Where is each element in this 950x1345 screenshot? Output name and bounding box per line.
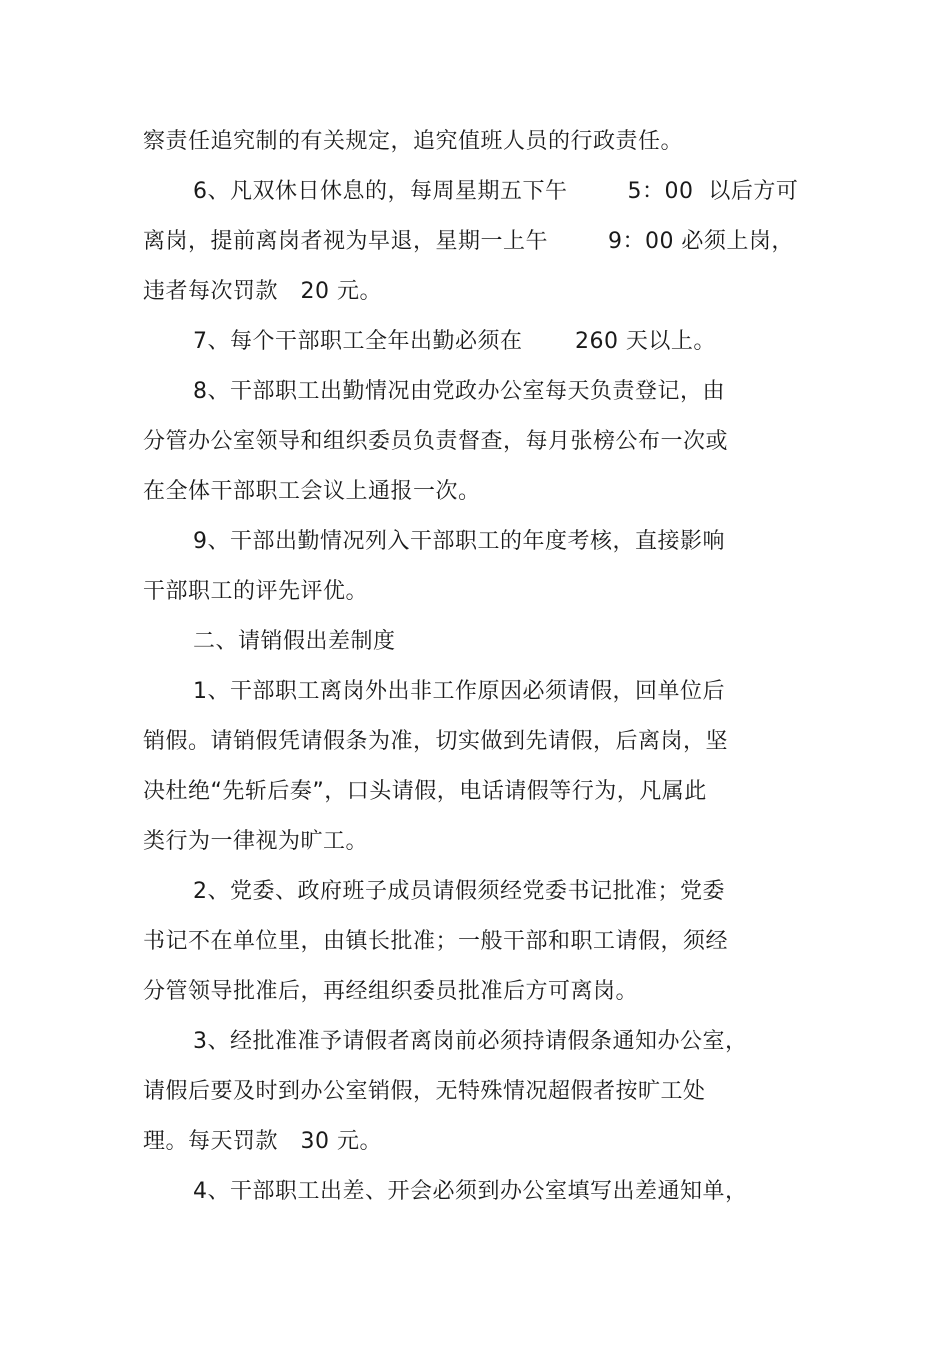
text-line: 理。每天罚款 30 元。 bbox=[143, 1129, 382, 1154]
text-line: 2、党委、政府班子成员请假须经党委书记批准；党委 bbox=[193, 879, 725, 904]
text-line: 9、干部出勤情况列入干部职工的年度考核，直接影响 bbox=[193, 529, 725, 554]
section-heading: 二、请销假出差制度 bbox=[193, 629, 396, 654]
text-line: 请假后要及时到办公室销假，无特殊情况超假者按旷工处 bbox=[143, 1079, 706, 1104]
text-line: 分管领导批准后，再经组织委员批准后方可离岗。 bbox=[143, 979, 639, 1004]
text-line: 类行为一律视为旷工。 bbox=[143, 829, 369, 854]
text-line: 察责任追究制的有关规定，追究值班人员的行政责任。 bbox=[143, 129, 684, 154]
text-line: 分管办公室领导和组织委员负责督查，每月张榜公布一次或 bbox=[143, 429, 729, 454]
text-line: 违者每次罚款 20 元。 bbox=[143, 279, 382, 304]
text-line: 在全体干部职工会议上通报一次。 bbox=[143, 479, 481, 504]
text-line: 销假。请销假凭请假条为准，切实做到先请假，后离岗，坚 bbox=[143, 729, 729, 754]
text-line: 离岗，提前离岗者视为早退，星期一上午 9：00 必须上岗， bbox=[143, 229, 794, 254]
text-line: 4、干部职工出差、开会必须到办公室填写出差通知单， bbox=[193, 1179, 748, 1204]
text-line: 3、经批准准予请假者离岗前必须持请假条通知办公室， bbox=[193, 1029, 748, 1054]
text-line: 干部职工的评先评优。 bbox=[143, 579, 369, 604]
text-line: 8、干部职工出勤情况由党政办公室每天负责登记，由 bbox=[193, 379, 725, 404]
text-line: 7、每个干部职工全年出勤必须在 260 天以上。 bbox=[193, 329, 716, 354]
text-line: 6、凡双休日休息的，每周星期五下午 5：00 以后方可 bbox=[193, 179, 799, 204]
text-line: 决杜绝“先斩后奏”，口头请假，电话请假等行为，凡属此 bbox=[143, 779, 707, 804]
text-line: 书记不在单位里，由镇长批准；一般干部和职工请假，须经 bbox=[143, 929, 729, 954]
text-line: 1、干部职工离岗外出非工作原因必须请假，回单位后 bbox=[193, 679, 725, 704]
